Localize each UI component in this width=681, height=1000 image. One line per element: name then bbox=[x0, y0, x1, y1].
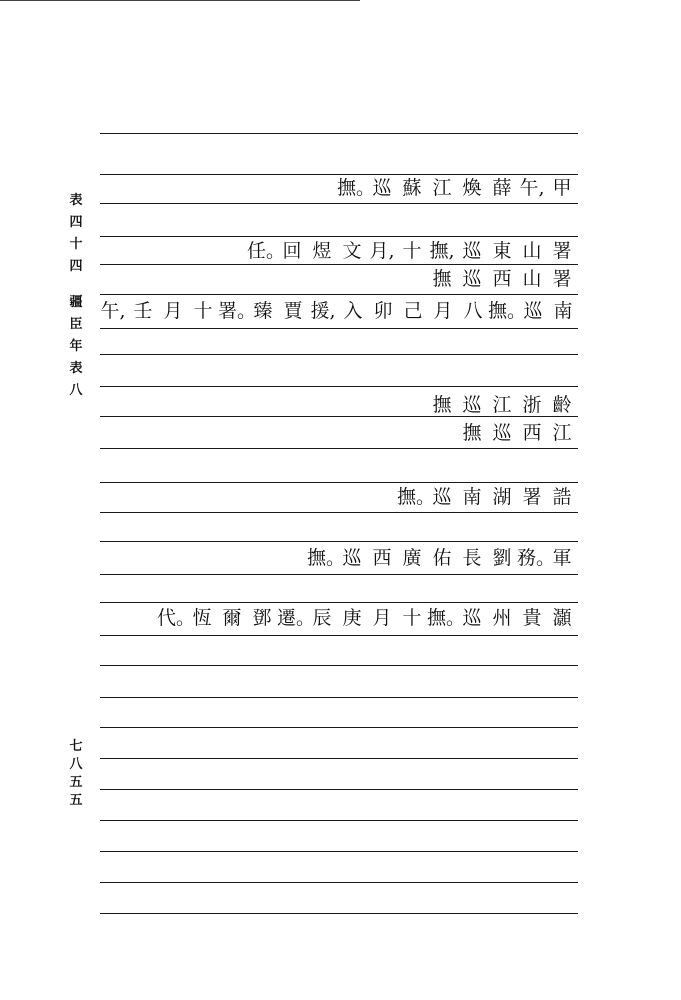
table-rule bbox=[100, 236, 578, 237]
table-rule bbox=[100, 386, 578, 387]
table-rule bbox=[100, 789, 578, 790]
table-rule bbox=[100, 758, 578, 759]
page-number: 七 八 五 五 bbox=[69, 739, 83, 808]
table-rule bbox=[100, 294, 578, 295]
table-rule bbox=[100, 482, 578, 483]
table-rule bbox=[100, 354, 578, 355]
table-rule bbox=[100, 264, 578, 265]
entry-row-8: 撫。巡 西 廣 佑 長 劉 務。軍 bbox=[307, 547, 572, 569]
table-rule bbox=[100, 697, 578, 698]
table-rule bbox=[100, 133, 578, 134]
top-edge-rule bbox=[0, 0, 360, 1]
table-rule bbox=[100, 448, 578, 449]
table-rule bbox=[100, 635, 578, 636]
table-rule bbox=[100, 851, 578, 852]
entry-row-6: 撫 巡 西 江 bbox=[462, 422, 572, 444]
table-rule bbox=[100, 727, 578, 728]
entry-row-4: 午, 壬 月 十 署。臻 賈 援, 入 卯 己 月 八 撫。巡 南 bbox=[100, 300, 573, 322]
entry-row-9: 代。恆 爾 鄧 遷。辰 庚 月 十 撫。巡 州 貴 灝 bbox=[157, 607, 572, 629]
table-rule bbox=[100, 328, 578, 329]
table-rule bbox=[100, 574, 578, 575]
entry-row-7: 撫。巡 南 湖 署 誥 bbox=[397, 486, 572, 508]
entry-row-1: 撫。巡 蘇 江 煥 薛 午, 甲 bbox=[337, 177, 572, 199]
table-rule bbox=[100, 665, 578, 666]
table-rule bbox=[100, 203, 578, 204]
table-rule bbox=[100, 602, 578, 603]
entry-row-2: 任。回 煜 文 月, 十 撫, 巡 東 山 署 bbox=[247, 240, 572, 262]
table-rule bbox=[100, 820, 578, 821]
margin-title: 表 四 十 四 疆 臣 年 表 八 bbox=[69, 193, 83, 398]
table-rule bbox=[100, 882, 578, 883]
entry-row-5: 撫 巡 江 浙 齡 bbox=[432, 394, 572, 416]
table-rule bbox=[100, 541, 578, 542]
table-rule bbox=[100, 913, 578, 914]
entry-row-3: 撫 巡 西 山 署 bbox=[432, 268, 572, 290]
table-rule bbox=[100, 512, 578, 513]
